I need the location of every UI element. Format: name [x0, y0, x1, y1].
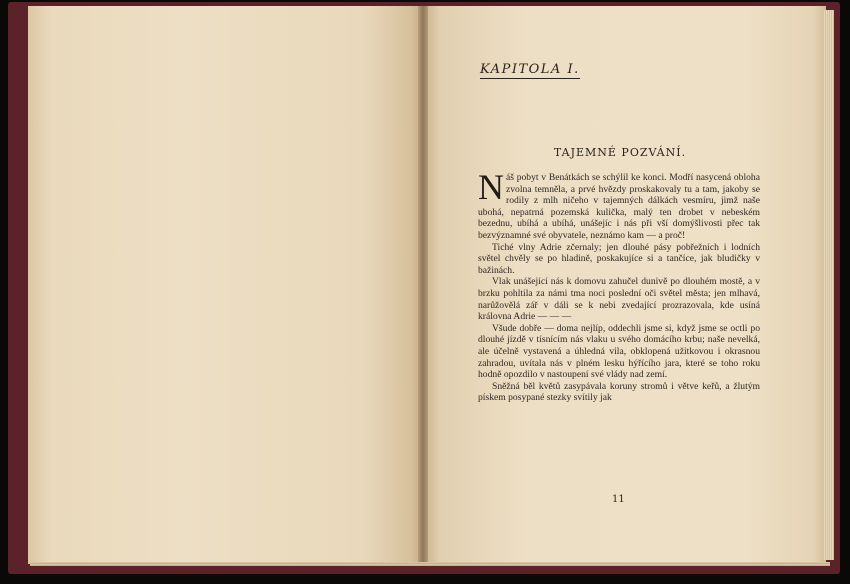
page-edges [824, 10, 834, 560]
left-page-blank [28, 6, 422, 564]
paragraph-text: áš pobyt v Benátkách se schýlil ke konci. Modří nasycená obloha zvolna temněla, a prvé hvězdy proskakovaly tu a tam, jakoby se rodily z mlh ničeho v tajemných dálkách vesmíru, jimž naše ubohá, nepatrná pozemská kulička, malý ten drobet v nebeském bezednu, ubíhá a ubíhá, unášejíc i nás při vší domýšlivosti přec tak bezvýznamné své obyvatele, neznámo kam — a proč! [478, 172, 760, 241]
paragraph: Sněžná běl květů zasypávala koruny stromů i větve keřů, a žlutým pískem posypané stezky svítily jak [478, 380, 760, 404]
paragraph: Všude dobře — doma nejlíp, oddechli jsme si, když jsme se octli po dlouhé jízdě v tísnícím nás vlaku u svého domácího krbu; naše nevelká, ale účelně vystavená a úhledná vila, obklopená užitkovou i okrasnou zahradou, uvítala nás v plném lesku hýřícího jara, které se toho roku hodně opozdilo v nastoupení své vlády nad zemí. [478, 322, 760, 381]
page-number: 11 [612, 494, 625, 505]
chapter-heading: KAPITOLA I. [480, 62, 580, 77]
book-gutter [418, 6, 428, 564]
paragraph: Tiché vlny Adrie zčernaly; jen dlouhé pásy pobřežních i lodních světel chvěly se po hladině, poskakujíce si a tančíce, jak bludičky v bažinách. [478, 241, 760, 276]
body-text [478, 167, 760, 404]
chapter-title: TAJEMNÉ POZVÁNÍ. [553, 146, 687, 159]
paragraph [478, 167, 760, 242]
page-edges-bottom [30, 562, 830, 566]
drop-cap: N [478, 167, 504, 207]
paragraph: Vlak unášející nás k domovu zahučel dunivě po dlouhém mostě, a v brzku pohltila za námi tma noci poslední oči světel města; jen mlhavá, narůžovělá zář v dáli se k nebi zvedající prozrazovala, kde usíná královna Adrie — — — [478, 276, 760, 323]
